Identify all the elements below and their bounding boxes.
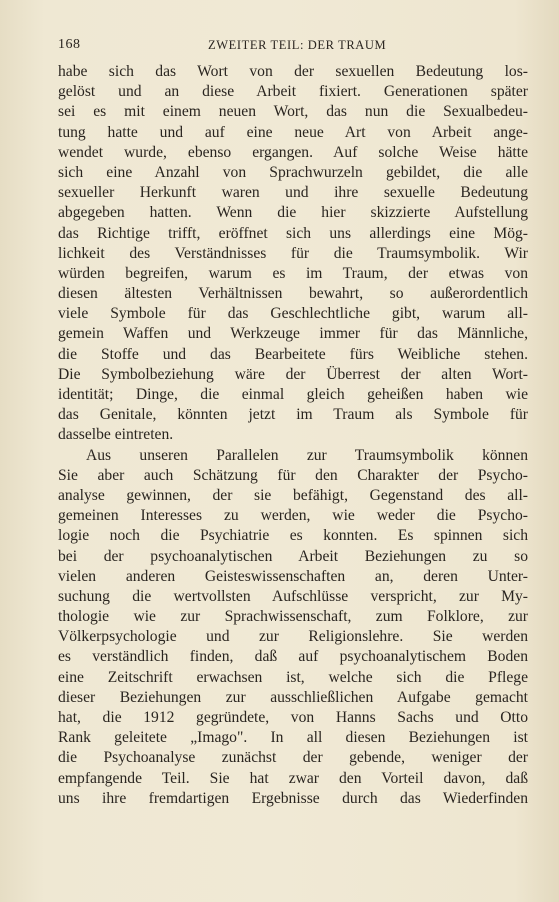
text-line: gelöst und an diese Arbeit fixiert. Generationen später [58, 83, 528, 101]
text-line: sich eine Anzahl von Sprachwurzeln gebildet, die alle [58, 163, 528, 181]
paragraph-1 [58, 62, 528, 446]
running-head: ZWEITER TEIL: DER TRAUM [208, 38, 387, 52]
text-line: das Genitale, könnten jetzt im Traum als Symbole für [58, 406, 528, 424]
text-line: thologie wie zur Sprachwissenschaft, zum Folklore, zur [58, 608, 528, 626]
text-line: Die Symbolbeziehung wäre der Überrest der alten Wort- [58, 365, 528, 383]
text-line: diesen ältesten Verhältnissen bewahrt, so außerordentlich [58, 285, 528, 303]
body-text [58, 62, 528, 809]
text-line: analyse gewinnen, der sie befähigt, Gegenstand des all- [58, 486, 528, 504]
text-line: lichkeit des Verständnisses für die Traumsymbolik. Wir [58, 244, 528, 262]
text-line: gemein Waffen und Werkzeuge immer für das Männliche, [58, 325, 528, 343]
text-line: viele Symbole für das Geschlechtliche gibt, warum all- [58, 305, 528, 323]
text-line: hat, die 1912 gegründete, von Hanns Sachs und Otto [58, 709, 528, 726]
text-line: es verständlich finden, daß auf psychoanalytischem Boden [58, 648, 528, 666]
text-line: gemeinen Interesses zu werden, wie weder die Psycho- [58, 507, 528, 525]
text-line: abgegeben hatten. Wenn die hier skizzierte Aufstellung [58, 204, 528, 222]
text-line: habe sich das Wort von der sexuellen Bedeutung los- [58, 63, 528, 80]
text-line: dasselbe eintreten. [58, 426, 174, 444]
text-line: sei es mit einem neuen Wort, das nun die Sexualbedeu- [58, 103, 528, 121]
paragraph-2 [58, 446, 528, 809]
text-line: die Psychoanalyse zunächst der gebende, weniger der [58, 749, 528, 767]
text-line: suchung die wertvollsten Aufschlüsse verspricht, zur My- [58, 587, 528, 605]
text-line: tung hatte und auf eine neue Art von Arbeit ange- [58, 123, 528, 141]
text-line: Völkerpsychologie und zur Religionslehre. Sie werden [58, 628, 528, 646]
text-line: Aus unseren Parallelen zur Traumsymbolik können [86, 446, 528, 464]
text-line: wendet wurde, ebenso ergangen. Auf solche Weise hätte [58, 143, 528, 161]
text-line: würden begreifen, warum es im Traum, der etwas von [58, 264, 528, 282]
text-line: Rank geleitete „Imago". In all diesen Beziehungen ist [58, 729, 528, 747]
text-line: uns ihre fremdartigen Ergebnisse durch das Wiederfinden [58, 789, 528, 807]
text-line: vielen anderen Geisteswissenschaften an, deren Unter- [58, 567, 528, 585]
text-line: logie noch die Psychiatrie es konnten. Es spinnen sich [58, 527, 528, 545]
text-line: sexueller Herkunft waren und ihre sexuelle Bedeutung [58, 184, 528, 202]
text-line: empfangende Teil. Sie hat zwar den Vorteil davon, daß [58, 769, 528, 787]
text-line: identität; Dinge, die einmal gleich geheißen haben wie [58, 386, 528, 403]
text-line: eine Zeitschrift erwachsen ist, welche sich die Pflege [58, 668, 528, 686]
text-line: das Richtige trifft, eröffnet sich uns allerdings eine Mög- [58, 224, 528, 242]
page-header [58, 37, 528, 55]
text-line: die Stoffe und das Bearbeitete fürs Weibliche stehen. [58, 345, 528, 363]
text-line: bei der psychoanalytischen Arbeit Beziehungen zu so [58, 547, 528, 565]
page-number: 168 [58, 37, 81, 52]
text-line: dieser Beziehungen zur ausschließlichen Aufgabe gemacht [58, 688, 528, 706]
text-line: Sie aber auch Schätzung für den Charakter der Psycho- [58, 466, 528, 484]
